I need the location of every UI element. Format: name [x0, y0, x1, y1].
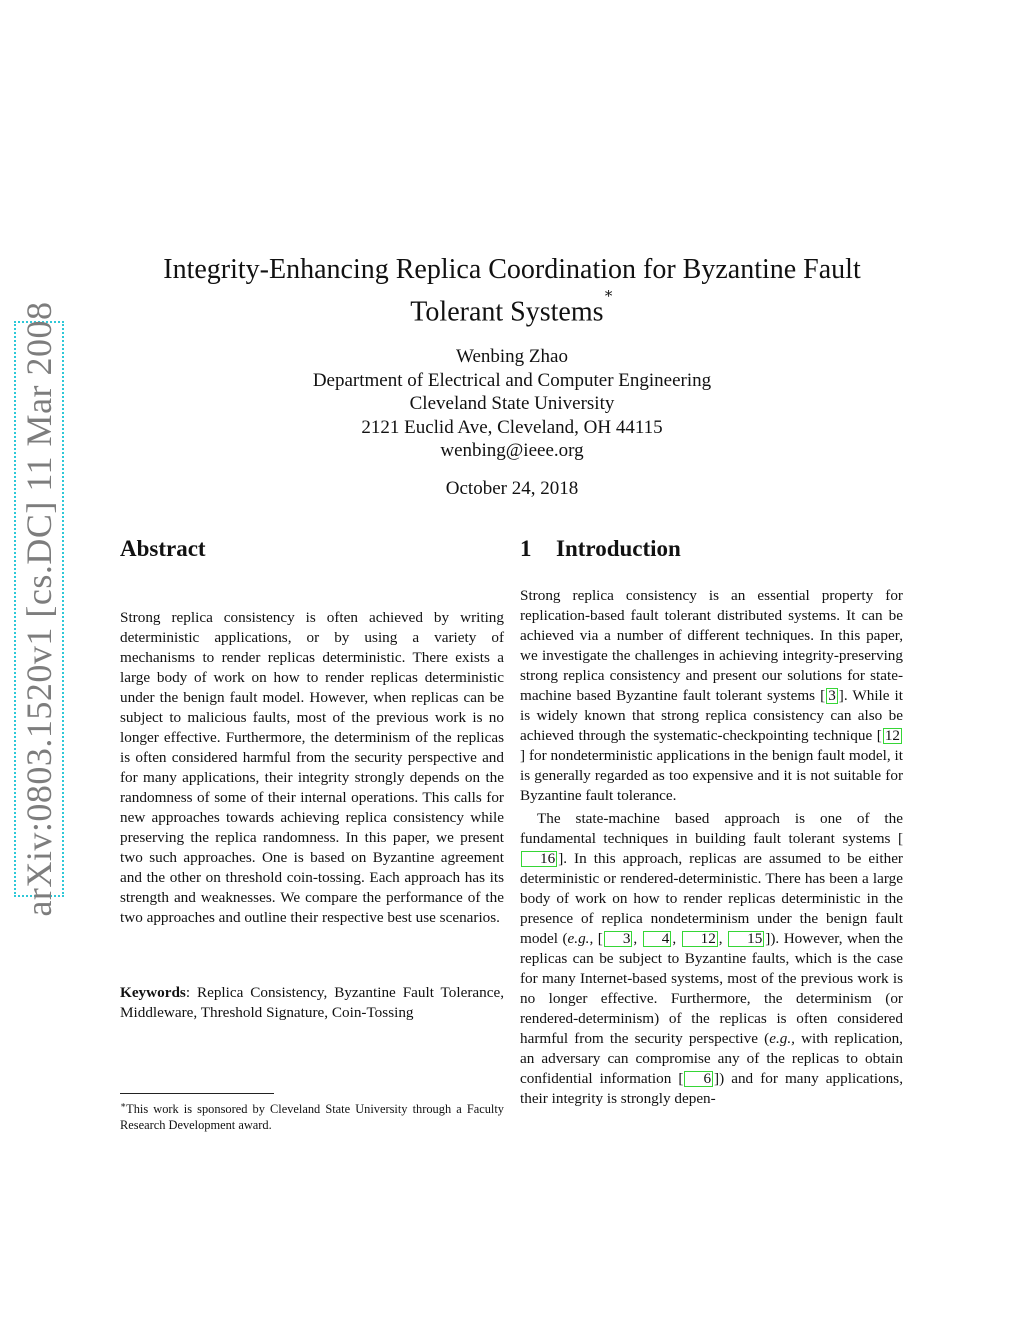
footnote	[120, 1097, 504, 1133]
footnote-rule	[120, 1093, 274, 1094]
abstract-body	[120, 608, 504, 928]
citation-link[interactable]: 3	[828, 687, 836, 704]
intro-paragraph-2: The state-machine based approach is one of the fundamental techniques in building fault tolerant systems [16 ]. In this approach, replicas are assumed to be either deterministic or rendered-deterministic. There has been a large body of work on how to render replicas deterministic in the presence of replica nondeterminism under the benign fault model (e.g., [ 3 , 4 , 12 , 15 ]). However, when the replicas can be subject to Byzantine faults, which is the case for many Internet-based systems, most of the previous work is no longer effective. Furthermore, the determinism (or rendered-determinism) of the replicas is often considered harmful from the security perspective (e.g., with replication, an adversary can compromise any of the replicas to obtain confidential information [ 6 ]) and for many applications, their integrity is strongly depen-	[520, 810, 903, 1107]
author-university: Cleveland State University	[409, 393, 615, 414]
citation-link[interactable]: 6	[684, 1071, 713, 1087]
author-block	[212, 345, 812, 463]
intro-heading	[520, 536, 681, 562]
author-email[interactable]: wenbing@ieee.org	[440, 440, 584, 461]
title-line-1: Integrity-Enhancing Replica Coordination for Byzantine Fault	[163, 254, 861, 285]
citation-link[interactable]: 12	[884, 727, 900, 744]
citation-link[interactable]: 3	[604, 931, 633, 947]
title-line-2: Tolerant Systems∗	[410, 286, 614, 328]
author-department: Department of Electrical and Computer Engineering	[312, 369, 712, 391]
title-footnote-marker: ∗	[603, 286, 614, 302]
author-address: 2121 Euclid Ave, Cleveland, OH 44115	[361, 416, 663, 438]
section-title: Introduction	[556, 536, 681, 561]
citation-link[interactable]: 4	[643, 931, 672, 947]
citation-link[interactable]: 12	[682, 931, 718, 947]
intro-paragraph-1: Strong replica consistency is an essential property for replication-based fault tolerant distributed systems. It can be achieved via a number of different techniques. In this paper, we investigate the challenges in achieving integrity-preserving strong replica consistency and present our solutions for state-machine based Byzantine fault tolerant systems [ 3 ]. While it is widely known that strong replica consistency can also be achieved through the systematic-checkpointing technique [ 12] for nondeterministic applications in the benign fault model, it is generally regarded as too expensive and it is not suitable for Byzantine fault tolerance.	[520, 587, 903, 804]
author-name: Wenbing Zhao	[456, 346, 568, 367]
keywords-text: : Replica Consistency, Byzantine Fault Tolerance, Middleware, Threshold Signature, Coin-Tossing	[120, 984, 504, 1021]
footnote-marker: ∗	[120, 1100, 127, 1110]
keywords-label: Keywords	[120, 984, 186, 1001]
citation-link[interactable]: 15	[728, 931, 764, 947]
paper-title	[112, 252, 912, 330]
section-number: 1	[520, 536, 532, 561]
abstract-heading: Abstract	[120, 536, 206, 561]
citation-bracket: [	[820, 687, 826, 704]
citation-link[interactable]: 16	[521, 851, 557, 867]
abstract-paragraph: Strong replica consistency is often achieved by writing deterministic applications, or by using a variety of mechanisms to render replicas deterministic. There exists a large body of work on how to render replicas deterministic under the benign fault model. However, when replicas can be subject to malicious faults, most of the previous work is no longer effective. Furthermore, the determinism of the replicas is often considered harmful from the security perspective and for many applications, their integrity strongly depends on the randomness of some of their internal operations. This calls for new approaches towards achieving replica consistency while preserving the replica randomness. In this paper, we present two such approaches. One is based on Byzantine agreement and the other on threshold coin-tossing. Each approach has its strength and weaknesses. We compare the performance of the two approaches and outline their respective best use scenarios.	[120, 609, 504, 926]
paper-date: October 24, 2018	[445, 478, 579, 499]
keywords	[120, 983, 504, 1023]
footnote-text: This work is sponsored by Cleveland State University through a Faculty Research Development award.	[120, 1102, 504, 1133]
intro-body	[520, 586, 903, 1109]
arxiv-side-stamp: arXiv:0803.1520v1 [cs.DC] 11 Mar 2008	[14, 321, 64, 897]
